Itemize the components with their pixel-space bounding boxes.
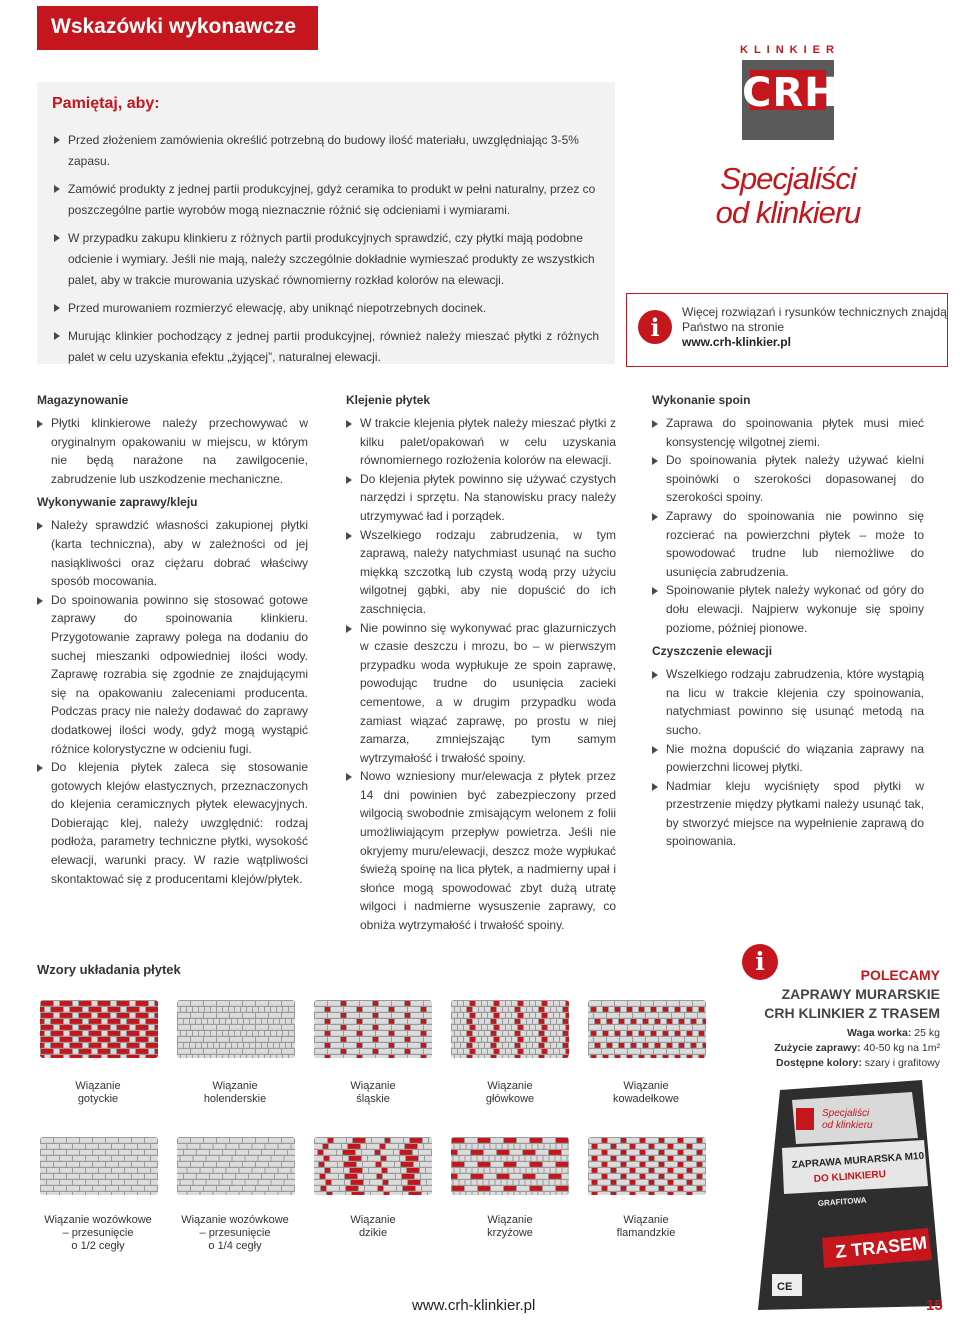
column-3 [652, 392, 924, 857]
pattern-swatch-cross [451, 1137, 569, 1195]
info-icon: i [638, 310, 672, 344]
list-item: Zamówić produkty z jednej partii produkcyjnej, gdyż ceramika to produkt w pełni naturalny, przez co poszczególne partie wyrobów mogą nieznacznie różnić się odcieniami i wymiarami. [54, 179, 599, 221]
pattern-label: Wiązanie główkowe [485, 1080, 535, 1105]
patterns-title: Wzory układania płytek [37, 962, 181, 977]
pattern-label: Wiązanie flamandzkie [616, 1214, 676, 1239]
pattern-label: Wiązanie śląskie [350, 1080, 396, 1105]
list-item: Do spoinowania płytek należy używać kielni spoinówki o szerokości dopasowanej do szerokości spoiny. [652, 451, 924, 507]
pattern-swatch-gothic [40, 1000, 158, 1058]
page-number: 15 [926, 1297, 943, 1314]
recommend-line-1: ZAPRAWY MURARSKIE [781, 986, 940, 1002]
info-text: Więcej rozwiązań i rysunków technicznych znajdą Państwo na stronie www.crh-klinkier.pl [682, 305, 947, 349]
tagline-line-1: Specjaliści [720, 161, 856, 196]
bullet-arrow-icon [54, 185, 60, 193]
section-title-magazynowanie: Magazynowanie [37, 393, 129, 407]
pattern-label: Wiązanie wozówkowe – przesunięcie o 1/4 cegły [181, 1214, 289, 1252]
column-2 [346, 392, 616, 941]
list-item: W przypadku zakupu klinkieru z różnych partii produkcyjnych sprawdzić, czy płytki mają podobne odcienie i wymiary. Jeśli nie mają, należy szczególnie dokładnie wymieszać produkty ze wszystkich palet, aby w trakcie murowania uzyskać równomierny rozkład kolorów na elewacji. [54, 228, 599, 291]
list-item: Spoinowanie płytek należy wykonać od góry do dołu elewacji. Najpierw wykonuje się spoiny poziome, później pionowe. [652, 581, 924, 637]
bag-logo-mark [796, 1108, 814, 1130]
bullet-arrow-icon [54, 136, 60, 144]
list-czyszczenie [652, 665, 924, 851]
section-title-spoiny: Wykonanie spoin [652, 393, 751, 407]
list-klejenie [346, 414, 616, 935]
bag-trasem-text: Z TRASEM [834, 1232, 928, 1262]
brick-pattern-graphic [177, 1137, 295, 1195]
pattern-swatch-flemish [588, 1137, 706, 1195]
pattern-swatch-stretcher-half [40, 1137, 158, 1195]
brick-pattern-graphic [40, 1137, 158, 1195]
list-item: Wszelkiego rodzaju zabrudzenia, które wystąpią na licu w trakcie klejenia czy spoinowania, natychmiast powinno się usunąć metodą na sucho. [652, 665, 924, 739]
section-title-czyszczenie: Czyszczenie elewacji [652, 644, 773, 659]
logo-mark [742, 60, 839, 140]
recommend-line-2: CRH KLINKIER Z TRASEM [764, 1005, 940, 1021]
pattern-swatch-anvil [588, 1000, 706, 1058]
pattern-label: Wiązanie kowadełkowe [612, 1080, 680, 1105]
pattern-label: Wiązanie krzyżowe [487, 1214, 533, 1239]
list-item: Murując klinkier pochodzący z jednej partii produkcyjnej, również należy mieszać płytki z różnych palet w celu uzyskania efektu „żyjącej”, naturalnej elewacji. [54, 326, 599, 368]
pattern-label: Wiązanie holenderskie [203, 1080, 267, 1105]
section-title-klejenie: Klejenie płytek [346, 393, 431, 407]
bullet-arrow-icon [652, 420, 658, 428]
list-zaprawa [37, 516, 308, 888]
bullet-arrow-icon [346, 476, 352, 484]
remember-list [54, 130, 599, 375]
brick-pattern-graphic [40, 1000, 158, 1058]
crh-klinkier-logo [740, 44, 840, 140]
tagline-line-2: od klinkieru [715, 195, 861, 230]
recommend-heading: POLECAMY [860, 967, 940, 983]
list-item: Przed złożeniem zamówienia określić potrzebną do budowy ilość materiału, uwzględniając 3-5% zapasu. [54, 130, 599, 172]
bag-brand-line-1: Specjaliści [822, 1108, 870, 1119]
column-1 [37, 392, 308, 894]
list-item: Zaprawa do spoinowania płytek musi mieć konsystencję wilgotnej ziemi. [652, 414, 924, 451]
brand-tagline [700, 162, 876, 230]
bullet-arrow-icon [37, 420, 43, 428]
recommend-weight: Waga worka: 25 kg [847, 1027, 940, 1039]
bag-color-name: GRAFITOWA [817, 1195, 867, 1208]
list-item: Należy sprawdzić własności zakupionej płytki (karta techniczna), aby w zależności od jej nasiąkliwości oraz ciężaru dobrać właściwy sposób mocowania. [37, 516, 308, 590]
list-item: Przed murowaniem rozmierzyć elewację, aby uniknąć niepotrzebnych docinek. [54, 298, 599, 319]
list-item: Do klejenia płytek powinno się używać czystych narzędzi i sprzętu. Na stanowisku pracy należy utrzymywać ład i porządek. [346, 470, 616, 526]
list-magazynowanie [37, 414, 308, 488]
bullet-arrow-icon [652, 587, 658, 595]
bag-brand-line-2: od klinkieru [822, 1120, 873, 1131]
bag-ce-mark: CE [777, 1281, 793, 1293]
bullet-arrow-icon [37, 522, 43, 530]
mortar-bag-image [752, 1078, 948, 1313]
logo-letters: CRH [742, 70, 839, 116]
list-item: Płytki klinkierowe należy przechowywać w oryginalnym opakowaniu w miejscu, w którym nie będą narażone na zawilgocenie, zabrudzenie lub uszkodzenie mechaniczne. [37, 414, 308, 488]
recommend-block [700, 966, 940, 1071]
bullet-arrow-icon [346, 532, 352, 540]
brick-pattern-graphic [314, 1000, 432, 1058]
bullet-arrow-icon [37, 764, 43, 772]
bullet-arrow-icon [652, 783, 658, 791]
recommend-colors: Dostępne kolory: szary i grafitowy [776, 1057, 940, 1069]
info-box [626, 293, 948, 367]
list-spoiny [652, 414, 924, 637]
list-item: Nie powinno się wykonywać prac glazurniczych w czasie deszczu i mrozu, bo – w pierwszym przypadku woda wypłukuje ze spoin zaprawę, powodując trudne do usunięcia zacieki cementowe, a w drugim przypadku woda zamiast wiązać zaprawę, po prostu w niej zamarza, zmniejszając tym samym wytrzymałość i trwałość spoiny. [346, 619, 616, 768]
list-item: Zaprawy do spoinowania nie powinno się rozcierać na powierzchni płytek – może to spowodować trudne lub niemożliwe do usunięcia zabrudzenia. [652, 507, 924, 581]
remember-box [37, 82, 615, 364]
bullet-arrow-icon [346, 773, 352, 781]
remember-title: Pamiętaj, aby: [52, 95, 160, 112]
pattern-label: Wiązanie dzikie [350, 1214, 396, 1239]
bullet-arrow-icon [652, 457, 658, 465]
recommend-usage: Zużycie zaprawy: 40-50 kg na 1m² [774, 1042, 940, 1054]
pattern-swatch-wild [314, 1137, 432, 1195]
brick-pattern-graphic [588, 1000, 706, 1058]
bullet-arrow-icon [54, 234, 60, 242]
list-item: W trakcie klejenia płytek należy mieszać płytki z kilku palet/opakowań w celu uzyskania równomiernego rozłożenia kolorów na elewacji. [346, 414, 616, 470]
bag-product-name: ZAPRAWA MURARSKA M10 [791, 1150, 925, 1171]
website-link[interactable]: www.crh-klinkier.pl [682, 335, 791, 349]
brick-pattern-graphic [177, 1000, 295, 1058]
pattern-swatch-header [451, 1000, 569, 1058]
bullet-arrow-icon [37, 597, 43, 605]
list-item: Do klejenia płytek zaleca się stosowanie gotowych klejów elastycznych, przeznaczonych do klejenia ceramicznych płytek elewacyjnych. Dobierając klej, należy uwzględnić: rodzaj podłoża, parametry techniczne płytki, wysokość elewacji, warunki pracy. W razie wątpliwości skontaktować się z producentami klejów/płytek. [37, 758, 308, 888]
section-title-zaprawa: Wykonywanie zaprawy/kleju [37, 495, 198, 510]
list-item: Nie można dopuścić do wiązania zaprawy na powierzchni licowej płytki. [652, 740, 924, 777]
list-item: Wszelkiego rodzaju zabrudzenia, w tym zaprawą, należy natychmiast usunąć na sucho miękką szczotką lub czystą wodą przy użyciu wilgotnej gąbki, aby nie dopuścić do ich zaschnięcia. [346, 526, 616, 619]
bullet-arrow-icon [346, 420, 352, 428]
brick-pattern-graphic [451, 1000, 569, 1058]
brick-pattern-graphic [588, 1137, 706, 1195]
list-item: Nadmiar kleju wyciśnięty spod płytki w przestrzenie między płytkami należy usunąć tak, by stworzyć miejsce na wypełnienie zaprawą do spoinowania. [652, 777, 924, 851]
page-title: Wskazówki wykonawcze [51, 15, 297, 38]
pattern-swatch-dutch [177, 1000, 295, 1058]
footer-url[interactable]: www.crh-klinkier.pl [412, 1297, 536, 1314]
list-item: Nowo wzniesiony mur/elewacja z płytek przez 14 dni powinien być zabezpieczony przed wilgocią swobodnie zmisającym welonem z folii umożliwiającym przepływ powietrza. Jeśli nie okryjemy muru/elewacji, deszcz może wypłukać świeżą spoinę na lica płytek, a nadmierny upał i słońce mogą spowodować zbyt dużą utratę wilgoci i nadmierne wysuszenie zaprawy, co obniża wytrzymałość i trwałość spoiny. [346, 767, 616, 934]
bullet-arrow-icon [652, 513, 658, 521]
list-item: Do spoinowania powinno się stosować gotowe zaprawy do spoinowania klinkieru. Przygotowanie zaprawy polega na dodaniu do suchej mieszanki odpowiedniej ilości wody. Zaprawę rozrabia się zgodnie ze znajdującymi się na opakowaniu zaleceniami producenta. Podczas pracy nie należy dodawać do zaprawy dodatkowej ilości wody, gdyż mogą wystąpić różnice kolorystyczne w odcieniu fugi. [37, 591, 308, 758]
bullet-arrow-icon [54, 332, 60, 340]
bullet-arrow-icon [652, 746, 658, 754]
pattern-label: Wiązanie gotyckie [75, 1080, 121, 1105]
pattern-label: Wiązanie wozówkowe – przesunięcie o 1/2 cegły [44, 1214, 152, 1252]
pattern-swatch-stretcher-quarter [177, 1137, 295, 1195]
info-icon: i [742, 944, 778, 980]
brick-pattern-graphic [451, 1137, 569, 1195]
section-header-bar [37, 6, 318, 50]
bag-product-subname: DO KLINKIERU [813, 1168, 887, 1185]
bullet-arrow-icon [652, 671, 658, 679]
pattern-swatch-silesian [314, 1000, 432, 1058]
brick-pattern-graphic [314, 1137, 432, 1195]
bullet-arrow-icon [54, 304, 60, 312]
bullet-arrow-icon [346, 625, 352, 633]
logo-wordmark: KLINKIER [740, 44, 840, 56]
